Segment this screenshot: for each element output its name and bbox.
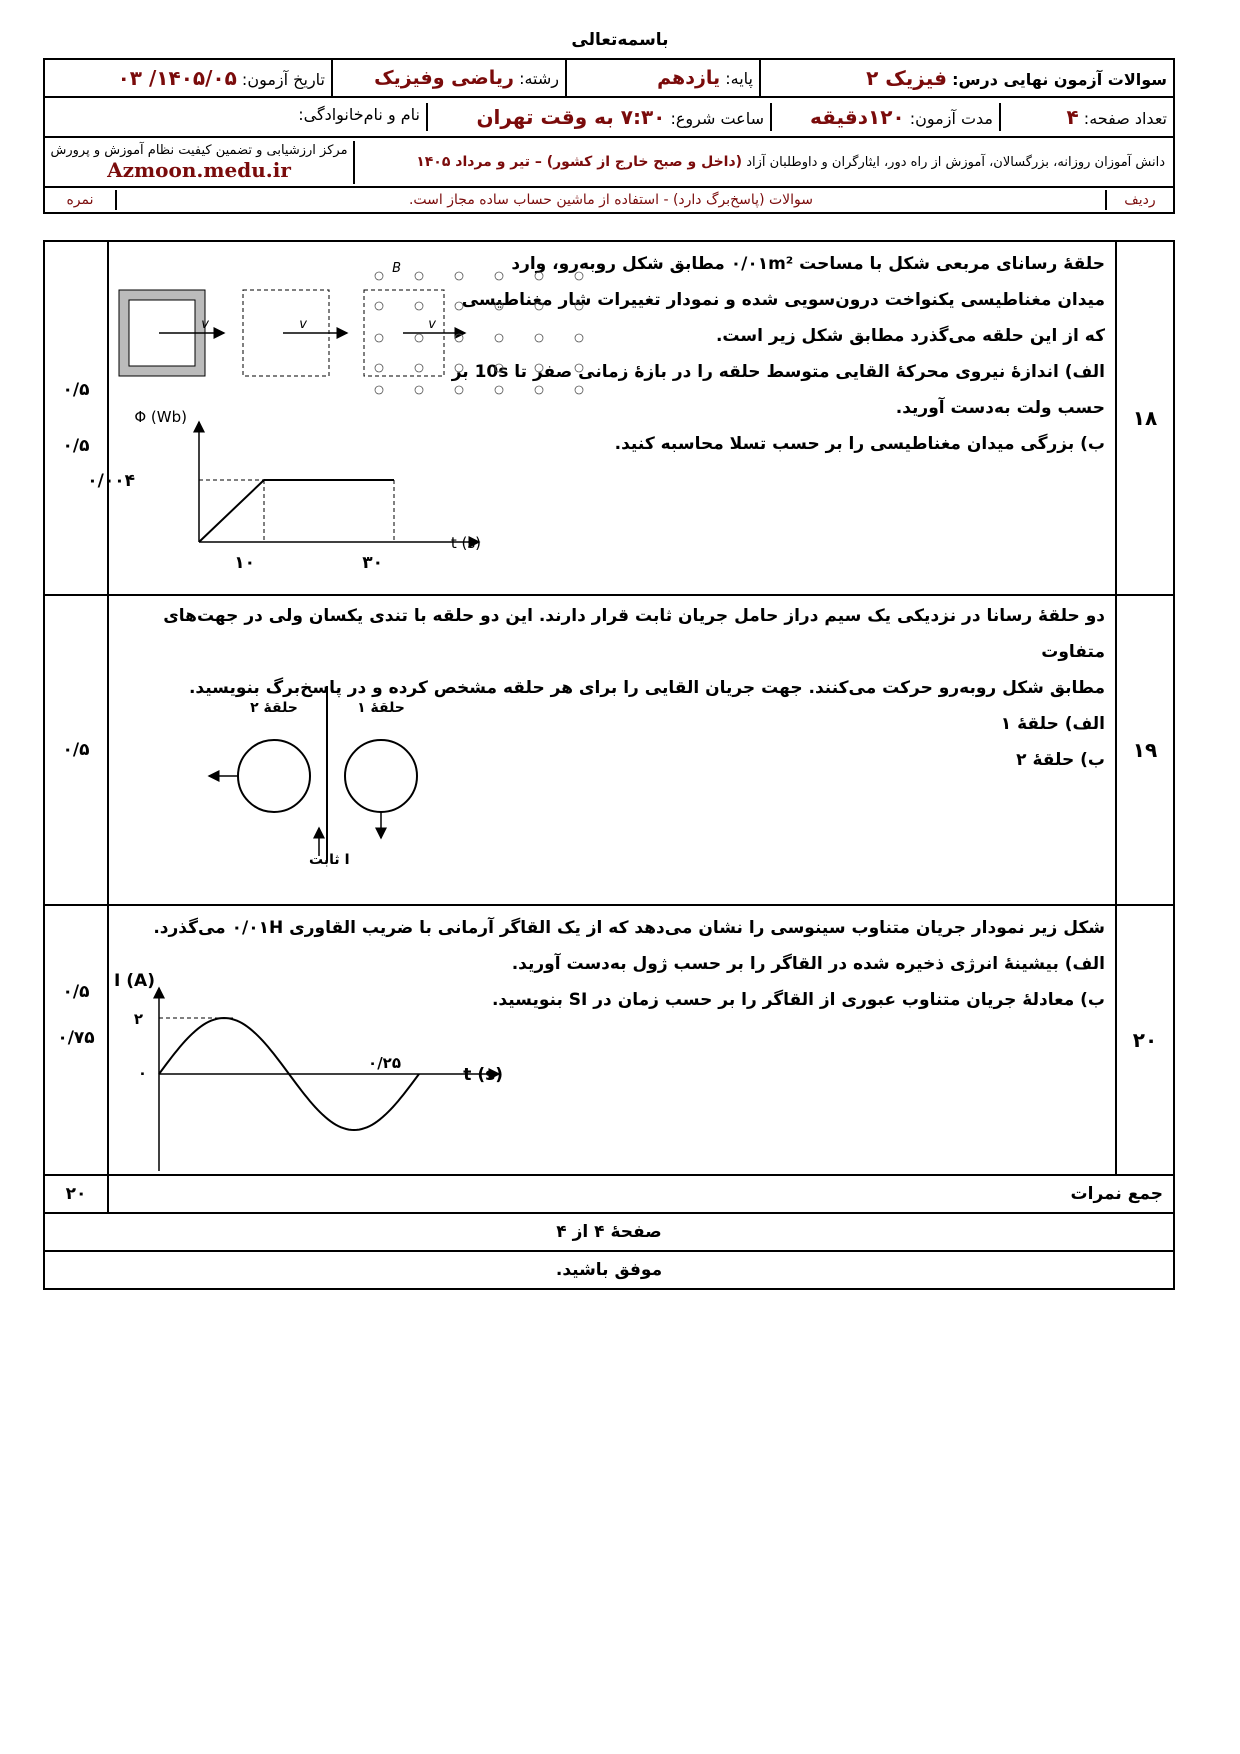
total-label: جمع نمرات (108, 1175, 1174, 1213)
col-questions: سوالات (پاسخ‌برگ دارد) - استفاده از ماشین حساب ساده مجاز است. (116, 190, 1106, 210)
velocity-label-3: v (428, 317, 436, 332)
grade-cell (566, 59, 760, 97)
question-score (44, 241, 108, 595)
q19-line-2: مطابق شکل روبه‌رو حرکت می‌کنند. جهت جریان القایی را برای هر حلقه مشخص کرده و در پاسخ‌برگ بنویسید. (188, 678, 1105, 698)
imax-tick: ۲ (133, 1010, 143, 1028)
velocity-label-1: v (201, 317, 209, 332)
grade-label: پایه: (725, 69, 753, 88)
center-cell (45, 141, 354, 184)
date-cell (44, 59, 332, 97)
total-row (44, 1175, 1174, 1213)
date-value: ۱۴۰۵/۰۵/ ۰۳ (117, 66, 237, 90)
flux-graph (87, 402, 519, 582)
time-axis-label: t (s) (463, 1065, 503, 1085)
loop-1-label: حلقهٔ ۱ (357, 700, 405, 716)
col-row: ردیف (1106, 190, 1173, 210)
field-into-page-marker (415, 302, 423, 310)
question-row (44, 595, 1174, 905)
field-into-page-marker (415, 334, 423, 342)
bismillah: باسمه‌تعالی (571, 30, 669, 50)
name-cell (45, 103, 427, 131)
field-into-page-marker (455, 386, 463, 394)
question-row (44, 241, 1174, 595)
course-name: فیزیک ۲ (866, 66, 947, 90)
pages-label: تعداد صفحه: (1083, 109, 1167, 128)
question-body (108, 905, 1116, 1175)
loop-1 (345, 740, 417, 812)
field-into-page-marker (415, 386, 423, 394)
field-into-page-marker (375, 272, 383, 280)
q19-part-b: ب) حلقهٔ ۲ (1016, 750, 1105, 770)
course-cell (760, 59, 1174, 97)
pages-cell (1000, 103, 1173, 131)
field-into-page-marker (535, 386, 543, 394)
q19-line-1: دو حلقهٔ رسانا در نزدیکی یک سیم دراز حامل جریان ثابت قرار دارند. این دو حلقه با تندی یکسان ولی در جهت‌های متفاوت (163, 606, 1105, 662)
loop-2 (238, 740, 310, 812)
loop-field-figure (119, 250, 559, 400)
field-cell (332, 59, 566, 97)
time-axis-label: t (s) (450, 534, 481, 552)
score-part-b: ۰/۷۵ (57, 1028, 95, 1048)
q19-part-a: الف) حلقهٔ ۱ (1000, 714, 1105, 734)
score-part-a: ۰/۵ (62, 982, 90, 1002)
q18-line-2: میدان مغناطیسی یکنواخت درون‌سویی شده و نمودار تغییرات شار مغناطیسی (461, 290, 1105, 310)
field-label: رشته: (519, 69, 559, 88)
date-label: تاریخ آزمون: (241, 70, 325, 89)
wire-loops-figure (149, 686, 429, 886)
start-cell (427, 103, 771, 131)
question-body (108, 595, 1116, 905)
field-into-page-marker (535, 302, 543, 310)
start-label: ساعت شروع: (670, 109, 764, 128)
field-into-page-marker (455, 334, 463, 342)
field-value: ریاضی وفیزیک (374, 67, 514, 89)
q18-line-5: حسب ولت به‌دست آورید. (895, 398, 1105, 418)
time-tick-10: ۱۰ (234, 553, 255, 573)
pages-value: ۴ (1066, 105, 1079, 129)
field-into-page-marker (455, 364, 463, 372)
field-into-page-marker (495, 302, 503, 310)
loop-2-label: حلقهٔ ۲ (250, 700, 298, 716)
field-into-page-marker (495, 386, 503, 394)
q18-line-3: که از این حلقه می‌گذرد مطابق شکل زیر است. (715, 326, 1105, 346)
center-name: مرکز ارزشیابی و تضمین کیفیت نظام آموزش و پرورش (50, 142, 348, 158)
question-score (44, 595, 108, 905)
duration-cell (771, 103, 1000, 131)
time-tick-30: ۳۰ (362, 553, 383, 573)
field-into-page-marker (495, 272, 503, 280)
field-into-page-marker (415, 364, 423, 372)
flux-tick-label: ۰/۰۰۴ (87, 471, 135, 491)
field-into-page-marker (415, 272, 423, 280)
field-into-page-marker (495, 364, 503, 372)
current-graph (114, 966, 539, 1176)
field-into-page-marker (535, 334, 543, 342)
flux-axis-label: Φ (Wb) (134, 408, 187, 426)
q20-part-b: ب) معادلهٔ جریان متناوب عبوری از القاگر را بر حسب زمان در SI بنویسید. (491, 990, 1105, 1010)
col-score: نمره (66, 192, 94, 208)
question-score (44, 905, 108, 1175)
exam-title-label: سوالات آزمون نهایی درس: (952, 70, 1167, 89)
session-text: (داخل و صبح خارج از کشور) – تیر و مرداد ۱۴۰۵ (416, 154, 743, 170)
website-link[interactable]: Azmoon.medu.ir (107, 157, 291, 182)
exam-header (43, 58, 1175, 214)
origin-tick: ۰ (137, 1064, 147, 1082)
question-number: ۱۸ (1116, 241, 1174, 595)
question-body (87, 241, 1116, 595)
grade-value: یازدهم (657, 67, 721, 89)
field-into-page-marker (455, 272, 463, 280)
duration-label: مدت آزمون: (909, 109, 993, 128)
field-into-page-marker (375, 364, 383, 372)
field-into-page-marker (535, 272, 543, 280)
q20-line-1: شکل زیر نمودار جریان متناوب سینوسی را نشان می‌دهد که از یک القاگر آرمانی با ضریب القاوری ۰/۰۱H می‌گذرد. (153, 918, 1105, 938)
score-value: ۰/۵ (62, 740, 90, 760)
name-label: نام و نام‌خانوادگی: (298, 105, 420, 124)
score-part-a: ۰/۵ (62, 380, 90, 400)
question-number: ۲۰ (1116, 905, 1174, 1175)
total-score: ۲۰ (44, 1175, 108, 1213)
velocity-label-2: v (299, 317, 307, 332)
good-luck: موفق باشید. (44, 1251, 1174, 1289)
field-into-page-marker (535, 364, 543, 372)
current-label: I ثابت (309, 852, 350, 868)
students-text: دانش آموزان روزانه، بزرگسالان، آموزش از راه دور، ایثارگران و داوطلبان آزاد (746, 155, 1165, 170)
q18-part-a: الف) اندازهٔ نیروی محرکهٔ القایی متوسط حلقه را در بازهٔ زمانی صفر تا 10s بر (451, 362, 1105, 382)
flux-line (199, 480, 394, 542)
current-axis-label: I (A) (114, 971, 155, 991)
field-label-b: B (392, 261, 401, 276)
field-into-page-marker (375, 334, 383, 342)
start-value: ۷:۳۰ به وقت تهران (476, 105, 666, 129)
question-number: ۱۹ (1116, 595, 1174, 905)
q20-part-a: الف) بیشینهٔ انرژی ذخیره شده در القاگر را بر حسب ژول به‌دست آورید. (511, 954, 1105, 974)
field-into-page-marker (375, 386, 383, 394)
field-into-page-marker (375, 302, 383, 310)
period-tick: ۰/۲۵ (368, 1054, 401, 1072)
questions-table (43, 240, 1175, 1290)
duration-value: ۱۲۰دقیقه (809, 105, 905, 129)
q18-line-1: حلقهٔ رسانای مربعی شکل با مساحت ۰/۰۱m² مطابق شکل روبه‌رو، وارد (511, 254, 1105, 274)
field-into-page-marker (495, 334, 503, 342)
score-part-b: ۰/۵ (62, 436, 90, 456)
students-cell (354, 141, 1173, 184)
page-number: صفحهٔ ۴ از ۴ (44, 1213, 1174, 1251)
question-row (44, 905, 1174, 1175)
q18-part-b: ب) بزرگی میدان مغناطیسی را بر حسب تسلا محاسبه کنید. (614, 434, 1105, 454)
field-into-page-marker (455, 302, 463, 310)
